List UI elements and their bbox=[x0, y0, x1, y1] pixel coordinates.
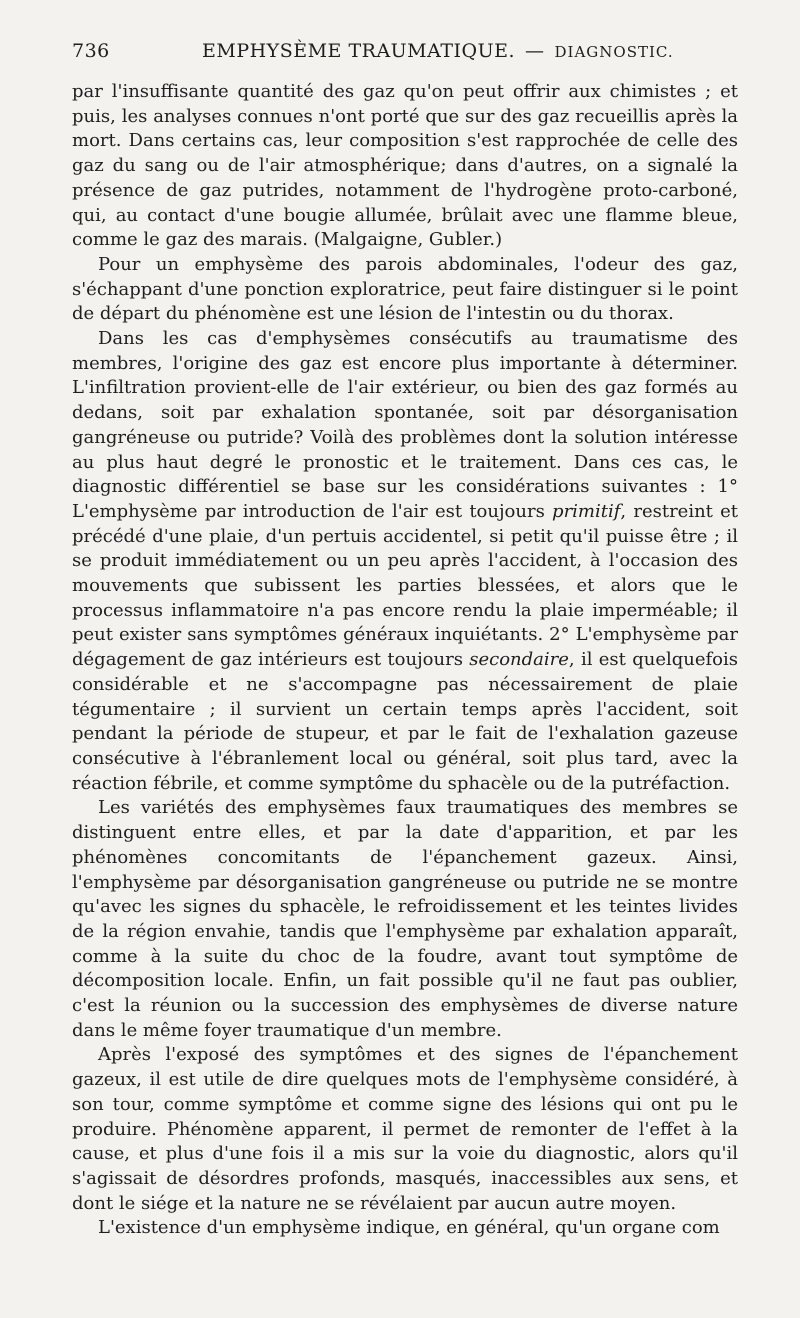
body-text bbox=[72, 80, 738, 1241]
page-header bbox=[72, 40, 738, 80]
italic-secondaire: secondaire bbox=[469, 649, 569, 671]
page-number: 736 bbox=[72, 40, 110, 62]
paragraph-membres-part2: , restreint et précédé d'une plaie, d'un pertuis accidentel, si petit qu'il puisse être ; il se produit immédiatement ou un peu après l'accident, à l'occasion des mouvements que subissent les parties blessées, et alors que le processus inflammatoire n'a pas encore rendu la plaie imperméable; il peut exister sans symptômes généraux inquiétants. 2° L'emphysème par dégagement de gaz intérieurs est toujours bbox=[72, 500, 738, 671]
paragraph-continuation: par l'insuffisante quantité des gaz qu'on peut offrir aux chimistes ; et puis, les analyses connues n'ont porté que sur des gaz recueillis après la mort. Dans certains cas, leur composition s'est rapprochée de celle des gaz du sang ou de l'air atmosphérique; dans d'autres, on a signalé la présence de gaz putrides, notamment de l'hydrogène proto-carboné, qui, au contact d'une bougie allumée, brûlait avec une flamme bleue, comme le gaz des marais. (Malgaigne, Gubler.) bbox=[72, 81, 738, 251]
paragraph-existence: L'existence d'un emphysème indique, en général, qu'un organe com bbox=[98, 1217, 720, 1239]
header-separator: — bbox=[525, 40, 545, 62]
italic-primitif: primitif bbox=[552, 500, 621, 522]
running-section: DIAGNOSTIC. bbox=[554, 43, 674, 61]
paragraph-membres bbox=[72, 327, 738, 796]
paragraph-varietes: Les variétés des emphysèmes faux traumatiques des membres se distinguent entre elles, et par la date d'apparition, et par les phénomènes concomitants de l'épanchement gazeux. Ainsi, l'emphysème par désorganisation gangréneuse ou putride ne se montre qu'avec les signes du sphacèle, le refroidissement et les teintes livides de la région envahie, tandis que l'emphysème par exhalation apparaît, comme à la suite du choc de la foudre, avant tout symptôme de décomposition locale. Enfin, un fait possible qu'il ne faut pas oublier, c'est la réunion ou la succession des emphysèmes de diverse nature dans le même foyer traumatique d'un membre. bbox=[72, 797, 738, 1041]
paragraph-abdominal: Pour un emphysème des parois abdominales, l'odeur des gaz, s'échappant d'une ponction exploratrice, peut faire distinguer si le point de départ du phénomène est une lésion de l'intestin ou du thorax. bbox=[72, 253, 738, 325]
running-title: EMPHYSÈME TRAUMATIQUE. bbox=[202, 40, 515, 62]
paragraph-expose: Après l'exposé des symptômes et des signes de l'épanchement gazeux, il est utile de dire quelques mots de l'emphysème considéré, à son tour, comme symptôme et comme signe des lésions qui ont pu le produire. Phénomène apparent, il permet de remonter de l'effet à la cause, et plus d'une fois il a mis sur la voie du diagnostic, alors qu'il s'agissait de désordres profonds, masqués, inaccessibles aux sens, et dont le siége et la nature ne se révélaient par aucun autre moyen. bbox=[72, 1044, 738, 1214]
paragraph-membres-part3: , il est quelquefois considérable et ne s'accompagne pas nécessairement de plaie tégumentaire ; il survient un certain temps après l'accident, soit pendant la période de stupeur, et par le fait de l'exhalation gazeuse consécutive à l'ébranlement local ou général, soit plus tard, avec la réaction fébrile, et comme symptôme du sphacèle ou de la putréfaction. bbox=[72, 649, 738, 794]
paragraph-membres-part1: Dans les cas d'emphysèmes consécutifs au traumatisme des membres, l'origine des gaz est encore plus importante à déterminer. L'infiltration provient-elle de l'air extérieur, ou bien des gaz formés au dedans, soit par exhalation spontanée, soit par désorganisation gangréneuse ou putride? Voilà des problèmes dont la solution intéresse au plus haut degré le pronostic et le traitement. Dans ces cas, le diagnostic différentiel se base sur les considérations suivantes : 1° L'emphysème par introduction de l'air est toujours bbox=[72, 328, 738, 522]
